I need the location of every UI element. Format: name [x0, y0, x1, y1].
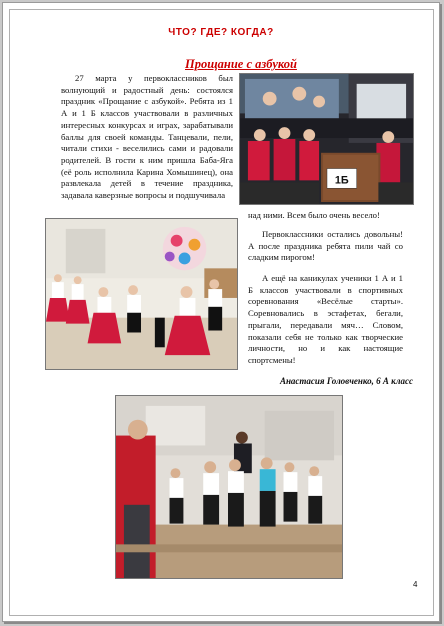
article-paragraph-1: 27 марта у первоклассников был волнующий и радостный день: состоялся праздник «Прощание с азбукой». Ребята из 1 А и 1 Б классов участвовали в различных интересных конкурсах и играх, зарабатывали баллы для своей команды. Танцевали, пели, читали стихи - веселились сами и радовали родителей. В гости к ним пришла Баба-Яга (её роль исполнила Карина Хомышинец), она развлекала детей в течение праздника, задавала каверзные вопросы и подшучивала: [61, 73, 233, 201]
photo-sports-event: [115, 395, 343, 579]
article-author: Анастасия Головченко, 6 А класс: [279, 376, 413, 386]
page: [2, 2, 440, 622]
article-paragraph-3: А ещё на каникулах ученики 1 А и 1 Б классов участвовали в спортивных соревнования «Весёлые старты». Соревновались в эстафетах, бегали, прыгали, передавали мяч… Словом, показали себя не только как творческие личности, но и как настоящие спортсмены!: [248, 273, 403, 365]
page-number: 4: [413, 580, 418, 589]
photo-dance-performance: [45, 218, 238, 370]
desk-sign-label: 1Б: [334, 174, 349, 187]
article-paragraph-1-end: над ними. Всем было очень весело!: [248, 210, 380, 220]
newspaper-section-header: ЧТО? ГДЕ? КОГДА?: [168, 27, 274, 38]
article-paragraph-2: Первоклассники остались довольны! А после праздника ребята пили чай со сладким пирогом!: [248, 229, 403, 263]
photo-performance-stage: [239, 73, 414, 205]
article-title: Прощание с азбукой: [185, 57, 297, 71]
